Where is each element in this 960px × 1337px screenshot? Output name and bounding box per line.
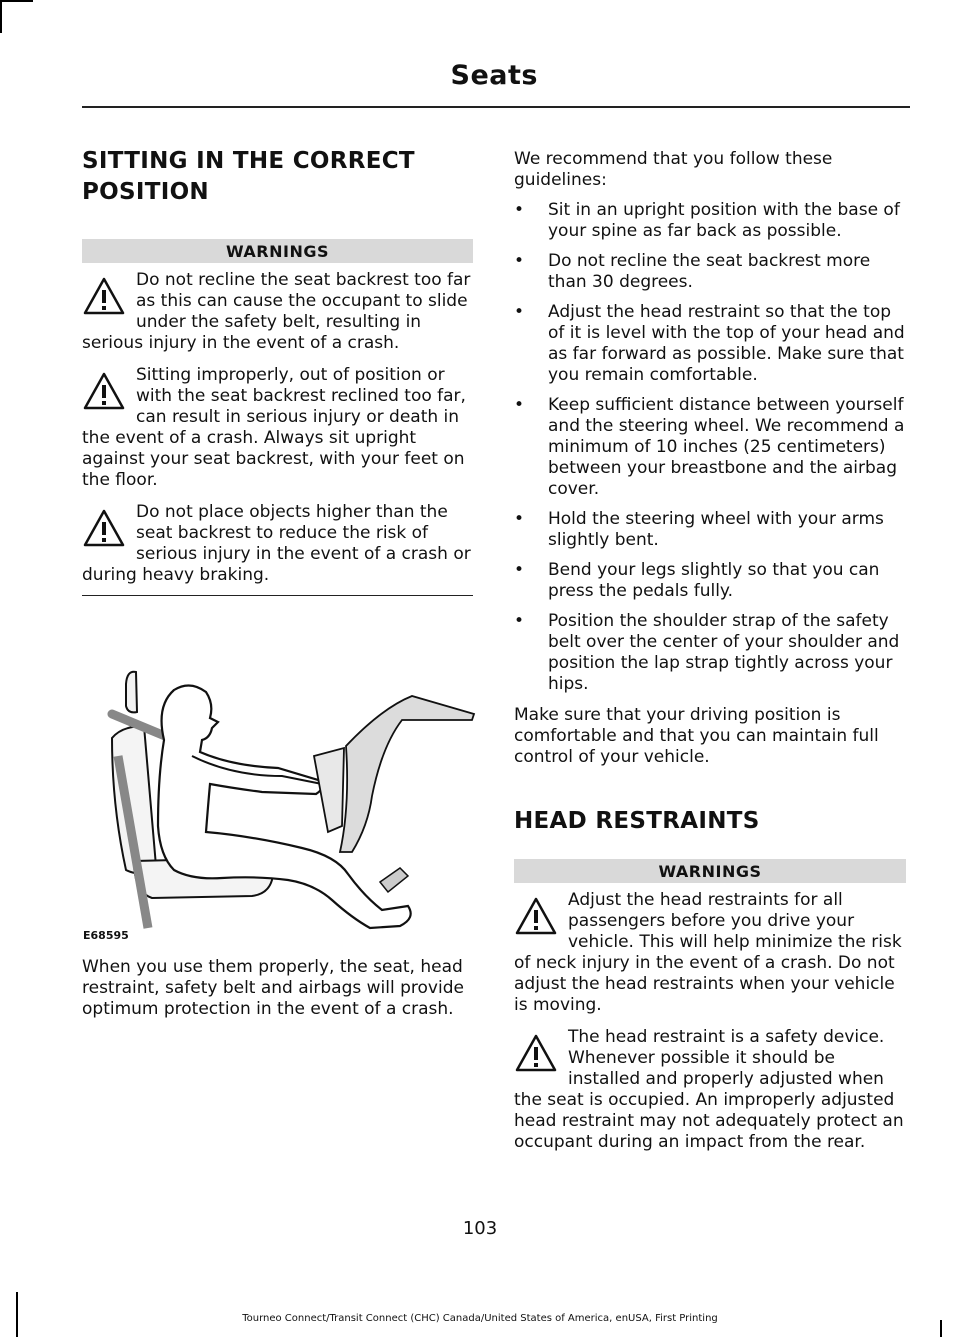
- bullet-glyph: •: [514, 200, 525, 220]
- left-column: [82, 146, 473, 596]
- page-header-title: Seats: [450, 60, 538, 91]
- warning-triangle-icon: [514, 890, 562, 942]
- list-item: [514, 251, 906, 293]
- bullet-glyph: •: [514, 509, 525, 529]
- warning-text: Sitting improperly, out of position or with the seat backrest reclined too far, can result in serious injury or death in the event of a crash. Always sit upright against your seat backrest, with your feet on the floor.: [82, 365, 466, 490]
- warning-item: [82, 502, 473, 586]
- section-title-line1: SITTING IN THE CORRECT: [82, 148, 415, 174]
- warning-item: [514, 1027, 906, 1153]
- bullet-glyph: •: [514, 395, 525, 415]
- list-item-text: Bend your legs slightly so that you can press the pedals fully.: [548, 560, 880, 601]
- section-title-head-restraints: HEAD RESTRAINTS: [514, 808, 760, 834]
- guidelines-intro: We recommend that you follow these guidelines:: [514, 149, 833, 190]
- warning-triangle-icon: [82, 365, 130, 417]
- warning-text: Adjust the head restraints for all passengers before you drive your vehicle. This will help minimize the risk of neck injury in the event of a crash. Do not adjust the head restraints when your vehicle is moving.: [514, 890, 902, 1015]
- guidelines-list: [514, 200, 906, 695]
- warnings-heading: WARNINGS: [514, 859, 906, 883]
- right-column: [514, 146, 906, 1153]
- list-item-text: Keep sufficient distance between yourself and the steering wheel. We recommend a minimum of 10 inches (25 centimeters) between your breastbone and the airbag cover.: [548, 395, 905, 499]
- crop-mark-top-left: [0, 0, 2, 33]
- driver-seating-drawing: [82, 656, 477, 946]
- bullet-glyph: •: [514, 611, 525, 631]
- bullet-glyph: •: [514, 560, 525, 580]
- warning-triangle-icon: [514, 1027, 562, 1079]
- warning-item: [82, 365, 473, 491]
- list-item-text: Position the shoulder strap of the safety belt over the center of your shoulder and position the lap strap tightly across your hips.: [548, 611, 900, 694]
- warnings-end-rule: [82, 595, 473, 596]
- bullet-glyph: •: [514, 302, 525, 322]
- left-column-lower: [82, 957, 473, 1020]
- warning-text: Do not place objects higher than the seat backrest to reduce the risk of serious injury in the event of a crash or during heavy braking.: [82, 502, 471, 585]
- warning-triangle-icon: [82, 502, 130, 554]
- section-title-sitting: [82, 146, 473, 208]
- list-item-text: Hold the steering wheel with your arms slightly bent.: [548, 509, 884, 550]
- figure-code: E68595: [83, 929, 129, 942]
- list-item-text: Adjust the head restraint so that the top of it is level with the top of your head and as far forward as possible. Make sure that you remain comfortable.: [548, 302, 905, 385]
- warning-item: [514, 890, 906, 1016]
- list-item: [514, 611, 906, 695]
- bullet-glyph: •: [514, 251, 525, 271]
- page-number: 103: [462, 1218, 498, 1239]
- publication-footer: Tourneo Connect/Transit Connect (CHC) Canada/United States of America, enUSA, First Printing: [242, 1313, 718, 1324]
- section-title-line2: POSITION: [82, 179, 209, 205]
- list-item: [514, 560, 906, 602]
- closing-paragraph: Make sure that your driving position is comfortable and that you can maintain full control of your vehicle.: [514, 705, 879, 767]
- body-paragraph: When you use them properly, the seat, head restraint, safety belt and airbags will provide optimum protection in the event of a crash.: [82, 957, 464, 1019]
- warning-text: The head restraint is a safety device. Whenever possible it should be installed and properly adjusted when the seat is occupied. An improperly adjusted head restraint may not adequately protect an occupant during an impact from the rear.: [514, 1027, 904, 1152]
- list-item-text: Sit in an upright position with the base of your spine as far back as possible.: [548, 200, 900, 241]
- warning-item: [82, 270, 473, 354]
- warning-text: Do not recline the seat backrest too far as this can cause the occupant to slide under the safety belt, resulting in serious injury in the event of a crash.: [82, 270, 471, 353]
- warning-triangle-icon: [82, 270, 130, 322]
- list-item-text: Do not recline the seat backrest more than 30 degrees.: [548, 251, 871, 292]
- list-item: [514, 302, 906, 386]
- list-item: [514, 509, 906, 551]
- seating-position-illustration: [82, 656, 477, 946]
- header-rule: [82, 106, 910, 108]
- warnings-heading: WARNINGS: [82, 239, 473, 263]
- list-item: [514, 200, 906, 242]
- crop-mark-top-left-h: [0, 0, 33, 2]
- list-item: [514, 395, 906, 500]
